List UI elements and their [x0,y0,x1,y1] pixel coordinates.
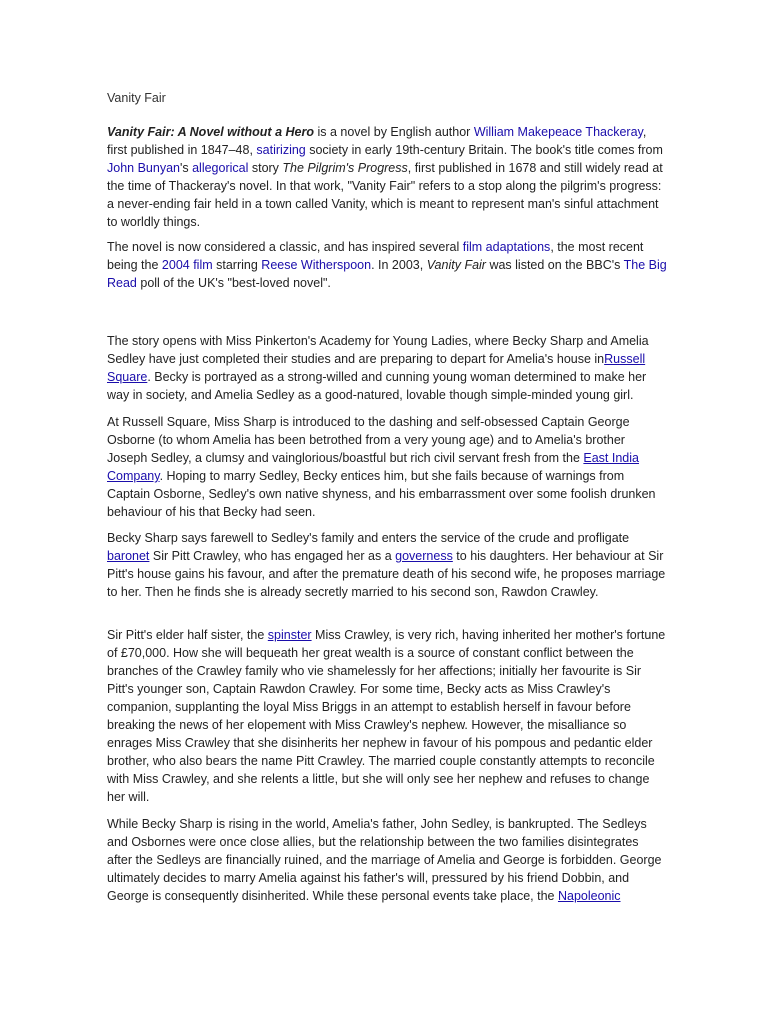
link-thackeray[interactable]: William Makepeace Thackeray [473,125,643,139]
text: is a novel by English author [313,125,474,139]
text: Sir Pitt's elder half sister, the [107,628,268,642]
link-allegorical[interactable]: allegorical [192,161,249,175]
link-baronet[interactable]: baronet [107,549,150,563]
text: At Russell Square, Miss Sharp is introduced to the dashing and self-obsessed Captain George Osborne (to whom Amelia has been betrothed from a very young age) and to Amelia's brother Joseph Sedley, a clumsy and vainglorious/boastful but rich civil servant fresh from the [107,415,630,465]
paragraph-russell-square [107,413,667,521]
text: . Becky is portrayed as a strong-willed and cunning young woman determined to make her way in society, and Amelia Sedley as a good-natured, lovable though simple-minded young girl. [107,370,647,402]
link-east-india-company[interactable]: East India Company [107,451,639,483]
text: Becky Sharp says farewell to Sedley's family and enters the service of the crude and profligate [107,531,630,545]
text: to his daughters. Her behaviour at Sir Pitt's house gains his favour, and after the premature death of his second wife, he proposes marriage to her. Then he finds she is already secretly married to his second son, Rawdon Crawley. [107,549,666,599]
link-film-adaptations[interactable]: film adaptations [462,240,551,254]
text: was listed on the BBC's [485,258,624,272]
text: society in early 19th-century Britain. The book's title comes from [305,143,663,157]
paragraph-adaptations [107,238,667,292]
paragraph-intro [107,123,667,231]
text: The story opens with Miss Pinkerton's Academy for Young Ladies, where Becky Sharp and Amelia Sedley have just completed their studies and are preparing to depart for Amelia's house in [107,334,649,366]
paragraph-story-opens [107,332,667,404]
text: Miss Crawley, is very rich, having inherited her mother's fortune of £70,000. How she will bequeath her great wealth is a source of constant conflict between the branches of the Crawley family who vie shamelessly for her affections; initially her favourite is Sir Pitt's younger son, Captain Rawdon Crawley. For some time, Becky acts as Miss Crawley's companion, supplanting the loyal Miss Briggs in an attempt to establish herself in favour before breaking the news of her elopement with Miss Crawley's nephew. However, the misalliance so enrages Miss Crawley that she disinherits her nephew in favour of his pompous and pedantic elder brother, who also bears the name Pitt Crawley. The married couple constantly attempts to reconcile with Miss Crawley, and she relents a little, but she will only see her nephew and refuses to change her will. [107,628,666,804]
link-bunyan[interactable]: John Bunyan [107,161,180,175]
text: The novel is now considered a classic, and has inspired several [107,240,463,254]
text: . Hoping to marry Sedley, Becky entices him, but she fails because of warnings from Captain Osborne, Sedley's own native shyness, and his embarrassment over some foolish drunken behaviour of his that Becky had seen. [107,469,656,519]
link-governess[interactable]: governess [395,549,453,563]
text: 's [179,161,193,175]
novel-title-bold: Vanity Fair: A Novel without a Hero [107,125,314,139]
paragraph-becky-farewell [107,529,667,601]
pilgrims-progress-title: The Pilgrim's Progress [282,161,408,175]
text: , the most recent being the [107,240,644,272]
text: , first published in 1847–48, [107,125,647,157]
paragraph-miss-crawley [107,626,667,806]
text: poll of the UK's "best-loved novel". [136,276,331,290]
link-satirizing[interactable]: satirizing [256,143,306,157]
document-title: Vanity Fair [107,91,166,105]
paragraph-sedley-bankrupt [107,815,667,905]
link-reese-witherspoon[interactable]: Reese Witherspoon [261,258,372,272]
text: story [248,161,283,175]
link-big-read[interactable]: The Big Read [107,258,667,290]
link-2004-film[interactable]: 2004 film [161,258,213,272]
text: , first published in 1678 and still widely read at the time of Thackeray's novel. In that work, "Vanity Fair" refers to a stop along the pilgrim's progress: a never-ending fair held in a town called Vanity, which is meant to represent man's sinful attachment to worldly things. [107,161,663,229]
text: Sir Pitt Crawley, who has engaged her as a [149,549,396,563]
link-russell-square[interactable]: Russell Square [107,352,646,384]
text: . In 2003, [371,258,427,272]
text: While Becky Sharp is rising in the world, Amelia's father, John Sedley, is bankrupted. The Sedleys and Osbornes were once close allies, but the relationship between the two families disintegrates after the Sedleys are financially ruined, and the marriage of Amelia and George is forbidden. George ultimately decides to marry Amelia against his father's will, pressured by his friend Dobbin, and George is consequently disinherited. While these personal events take place, the [107,817,662,903]
link-napoleonic[interactable]: Napoleonic [557,889,621,903]
text: starring [212,258,262,272]
vanity-fair-italic: Vanity Fair [426,258,486,272]
link-spinster[interactable]: spinster [267,628,312,642]
